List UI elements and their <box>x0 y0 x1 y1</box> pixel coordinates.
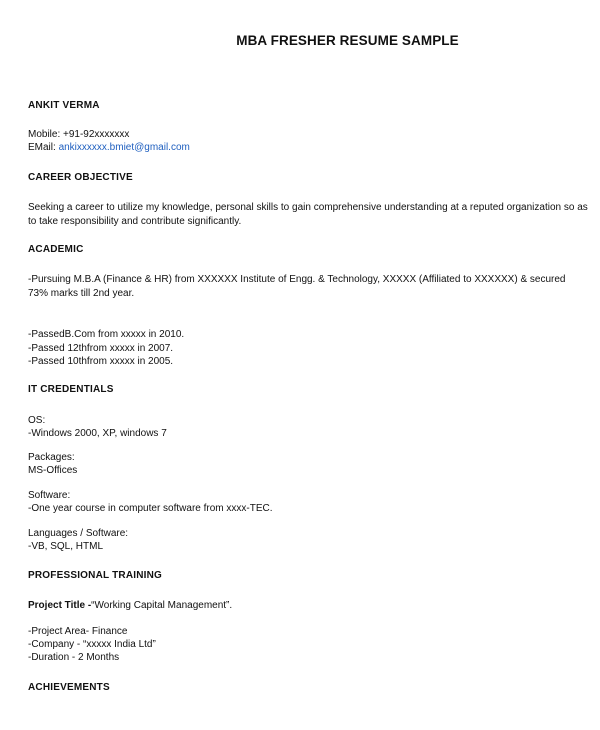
email-link[interactable]: ankixxxxxx.bmiet@gmail.com <box>58 142 190 153</box>
academic-text: -Pursuing M.B.A (Finance & HR) from XXXXXX Institute of Engg. & Technology, XXXXX (Affiliated to XXXXXX) & secured 73% marks till 2nd year. <box>28 274 566 299</box>
academic-heading: ACADEMIC <box>28 244 84 255</box>
it-credentials-heading: IT CREDENTIALS <box>28 384 114 395</box>
project-title-label: Project Title - <box>28 600 92 611</box>
academic-item: -Passed 10thfrom xxxxx in 2005. <box>28 356 174 367</box>
project-area: -Project Area- Finance <box>28 626 128 637</box>
document-title: MBA FRESHER RESUME SAMPLE <box>236 33 459 48</box>
project-title-line <box>28 599 232 613</box>
mobile-line: Mobile: +91-92xxxxxxx <box>28 129 130 140</box>
email-line <box>28 141 190 155</box>
project-title-value: “Working Capital Management”. <box>91 600 233 611</box>
academic-item: -PassedB.Com from xxxxx in 2010. <box>28 329 185 340</box>
academic-item: -Passed 12thfrom xxxxx in 2007. <box>28 343 174 354</box>
software-label: Software: <box>28 490 71 501</box>
company-line: -Company - “xxxxx India Ltd” <box>28 639 156 650</box>
languages-label: Languages / Software: <box>28 528 129 539</box>
packages-label: Packages: <box>28 452 75 463</box>
languages-value: -VB, SQL, HTML <box>28 541 104 552</box>
packages-value: MS-Offices <box>28 465 78 476</box>
candidate-name: ANKIT VERMA <box>28 100 100 111</box>
os-label: OS: <box>28 415 46 426</box>
os-value: -Windows 2000, XP, windows 7 <box>28 428 167 439</box>
professional-training-heading: PROFESSIONAL TRAINING <box>28 570 163 581</box>
career-objective-text: Seeking a career to utilize my knowledge, personal skills to gain comprehensive understanding at a reputed organization so as to take responsibility and contribute significantly. <box>28 202 588 227</box>
achievements-heading: ACHIEVEMENTS <box>28 682 110 693</box>
email-label: EMail: <box>28 142 59 153</box>
career-objective-heading: CAREER OBJECTIVE <box>28 172 133 183</box>
duration-line: -Duration - 2 Months <box>28 652 120 663</box>
software-value: -One year course in computer software from xxxx-TEC. <box>28 503 273 514</box>
